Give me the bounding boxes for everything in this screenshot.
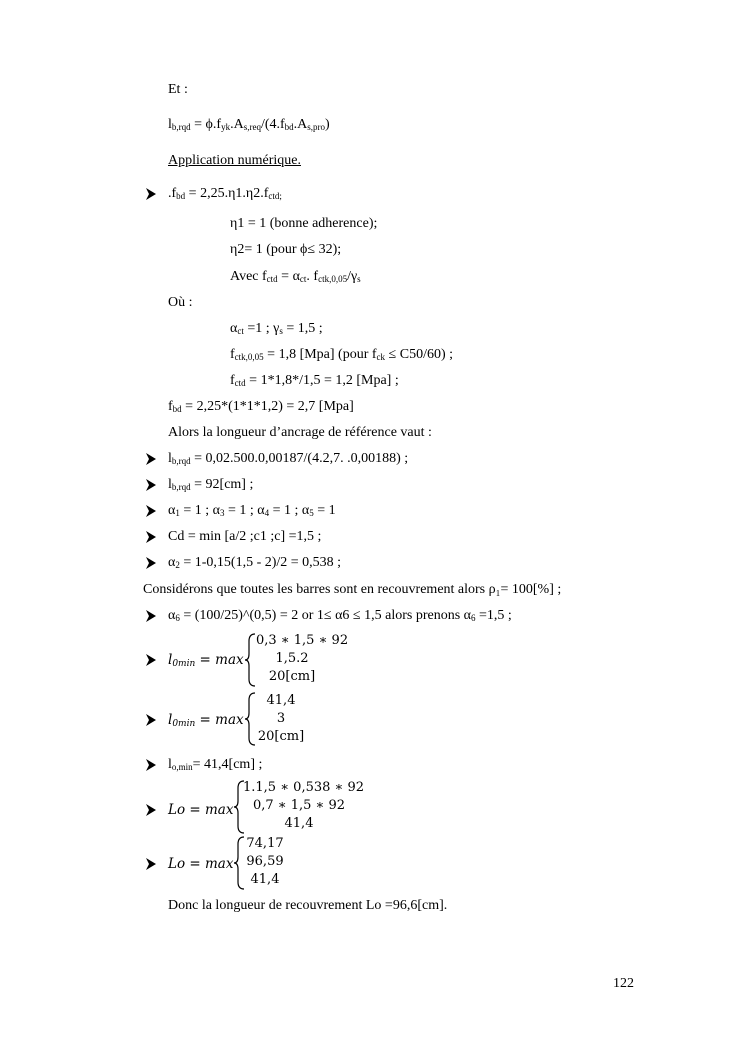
lo1-row-3: 41,4	[284, 816, 314, 831]
formula-lb-rqd: $l_{b,rqd} = \phi.f_{yk}.A_{s,req}/(4.f_{bd}.A_{s,pro})$	[168, 117, 330, 132]
arrow-bullet-icon	[146, 505, 156, 517]
lomin1-lhs: $l_{0min} = \max$	[168, 652, 244, 669]
alpha6-line: $\alpha_6$ = (100/25)^(0,5) = 2 or 1≤ α6 ≤ 1,5 alors prenons $\alpha_6 =1,5$ ;	[168, 608, 512, 623]
lomin2-row-2: 3	[276, 711, 286, 726]
section-title: Application numérique.	[168, 153, 301, 168]
arrow-bullet-icon	[146, 804, 156, 816]
cd-line: Cd = min [a/2 ;c1 ;c] =1,5 ;	[168, 529, 322, 544]
lo2-row-2: 96,59	[246, 854, 284, 869]
lo2-row-3: 41,4	[250, 872, 280, 887]
page-number: 122	[613, 976, 634, 991]
alpha-ct-line: $\alpha_{ct} =1$ ; $\gamma_s = 1,5$ ;	[230, 321, 323, 336]
arrow-bullet-icon	[146, 557, 156, 569]
fbd-formula: $.f_{bd} = 2,25.\eta 1.\eta 2.f_{ctd;}$	[168, 186, 282, 201]
arrow-bullet-icon	[146, 714, 156, 726]
lo1-lhs: Lo = max	[168, 802, 234, 818]
arrow-bullet-icon	[146, 453, 156, 465]
arrow-bullet-icon	[146, 858, 156, 870]
left-brace-icon	[244, 633, 256, 687]
lb-result-line: $l_{b,rqd} = 92[cm]$ ;	[168, 477, 254, 492]
alors-line: Alors la longueur d’ancrage de référence vaut :	[168, 425, 432, 440]
arrow-bullet-icon	[146, 654, 156, 666]
ou-label: Où :	[168, 295, 193, 310]
fbd-value-line: $f_{bd} = 2,25*(1*1*1,2) = 2,7$ [Mpa]	[168, 399, 354, 414]
fctk-line: $f_{ctk,0,05} = 1,8$ [Mpa] (pour $f_{ck} \le C50/60$) ;	[230, 347, 454, 362]
arrow-bullet-icon	[146, 188, 156, 200]
lomin2-lhs: $l_{0min} = \max$	[168, 712, 244, 729]
considerons-line: Considérons que toutes les barres sont en recouvrement alors ρ₁= 100[%] ;	[143, 582, 562, 597]
lomin1-row-1: 0,3 ∗ 1,5 ∗ 92	[256, 633, 349, 648]
arrow-bullet-icon	[146, 759, 156, 771]
lo1-row-1: 1.1,5 ∗ 0,538 ∗ 92	[243, 780, 365, 795]
arrow-bullet-icon	[146, 610, 156, 622]
lo2-lhs: Lo = max	[168, 856, 234, 872]
intro-text: Et :	[168, 82, 188, 97]
lomin1-row-3: 20[cm]	[268, 669, 316, 684]
fctd-line: $f_{ctd} = 1*1,8*/1,5 = 1,2$ [Mpa] ;	[230, 373, 399, 388]
lomin2-row-1: 41,4	[266, 693, 296, 708]
lb-calc-line: $l_{b,rqd} = 0,02.500.0,00187/(4.2,7$. .0,00188) ;	[168, 451, 409, 466]
lomin2-row-3: 20[cm]	[257, 729, 305, 744]
lomin-result-line: $l_{o,min}= 41,4[cm]$ ;	[168, 757, 263, 772]
eta1-line: η1 = 1 (bonne adherence);	[230, 216, 378, 231]
conclusion-line: Donc la longueur de recouvrement Lo =96,6[cm].	[168, 898, 448, 913]
eta2-line: η2= 1 (pour ϕ≤ 32);	[230, 242, 342, 257]
arrow-bullet-icon	[146, 531, 156, 543]
avec-line: Avec $f_{ctd} = \alpha_{ct}$. $f_{ctk,0,05}/\gamma_s$	[230, 269, 361, 284]
alpha2-line: $\alpha_2 = 1-0,15(1,5 - 2)/2 = 0,538$ ;	[168, 555, 342, 570]
lo1-row-2: 0,7 ∗ 1,5 ∗ 92	[252, 798, 346, 813]
arrow-bullet-icon	[146, 479, 156, 491]
lo2-row-1: 74,17	[246, 836, 284, 851]
alphas-line: $\alpha_1 = 1$ ; $\alpha_3 = 1$ ; $\alpha_4 = 1$ ; $\alpha_5 = 1$	[168, 503, 336, 518]
lomin1-row-2: 1,5.2	[275, 651, 309, 666]
